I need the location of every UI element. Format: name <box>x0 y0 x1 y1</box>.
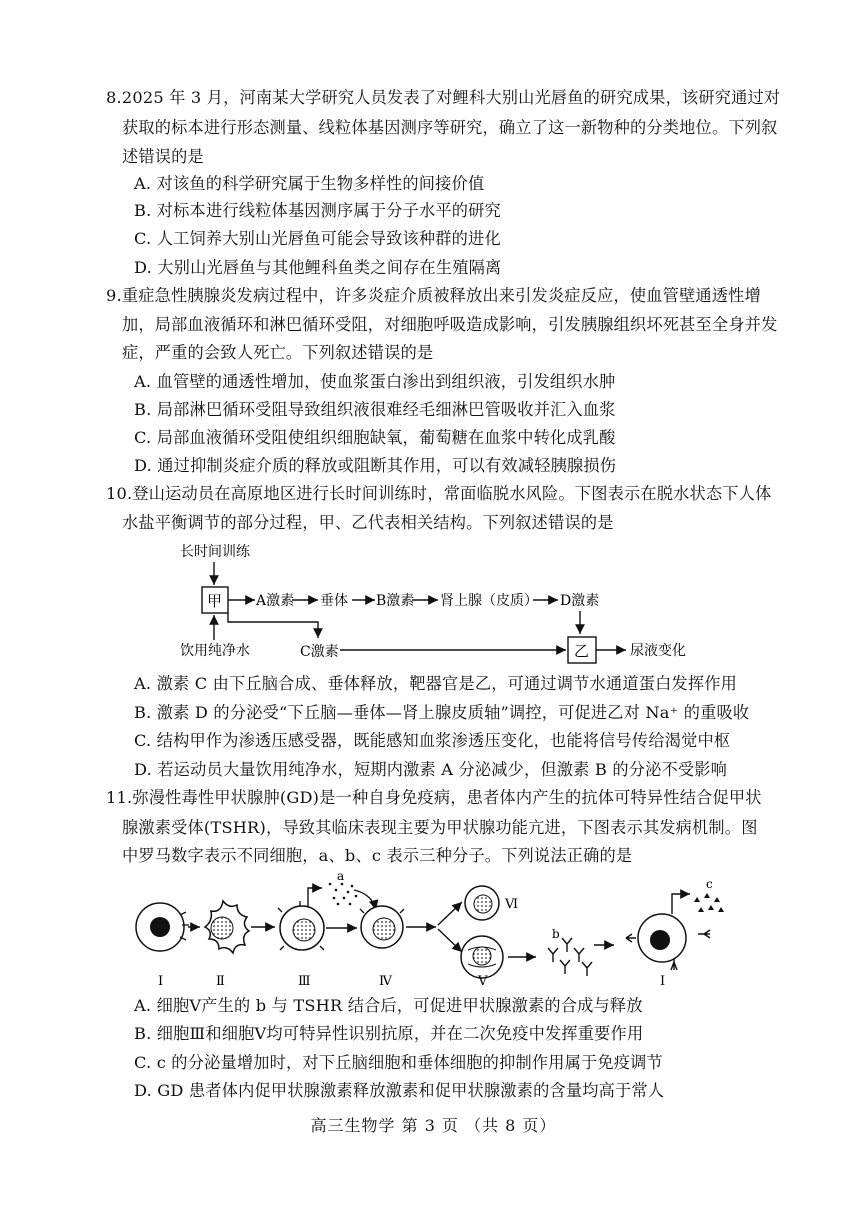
arrow-i-to-c <box>672 894 690 914</box>
q10-line-1: 10.登山运动员在高原地区进行长时间训练时，常面临脱水风险。下图表示在脱水状态下人体 <box>106 484 772 503</box>
cell-vi-label: Ⅵ <box>505 897 519 912</box>
q8-line-2: 获取的标本进行形态测量、线粒体基因测序等研究，确立了这一新物种的分类地位。下列叙 <box>122 118 778 137</box>
pituitary-label: 垂体 <box>320 593 348 609</box>
cell-vi <box>465 886 499 920</box>
hormone-a-label: A激素 <box>256 593 295 609</box>
q8-option-a: A. 对该鱼的科学研究属于生物多样性的间接价值 <box>134 174 485 193</box>
q10-option-d: D. 若运动员大量饮用纯净水，短期内激素 A 分泌减少，但激素 B 的分泌不受影响 <box>134 760 728 779</box>
molecule-c-triangles <box>694 893 724 912</box>
cell-ii <box>205 901 249 953</box>
label-cell-i-right: Ⅰ <box>660 974 666 989</box>
page-footer: 高三生物学 第 3 页 （共 8 页） <box>310 1116 557 1135</box>
q9-line-1: 9.重症急性胰腺炎发病过程中，许多炎症介质被释放出来引发炎症反应，使血管壁通透性增 <box>106 286 761 305</box>
label-cell-iii: Ⅲ <box>298 974 311 989</box>
q9-option-d: D. 通过抑制炎症介质的释放或阻断其作用，可以有效减轻胰腺损伤 <box>134 456 617 475</box>
jia-label: 甲 <box>207 592 223 610</box>
label-cell-v: Ⅴ <box>478 974 488 989</box>
hormone-b-label: B激素 <box>376 593 415 609</box>
water-label: 饮用纯净水 <box>180 643 250 659</box>
q8-option-c: C. 人工饲养大别山光唇鱼可能会导致该种群的进化 <box>134 229 501 248</box>
hormone-c-label: C激素 <box>300 644 339 660</box>
cell-i-left <box>136 903 189 951</box>
q11-option-a: A. 细胞Ⅴ产生的 b 与 TSHR 结合后，可促进甲状腺激素的合成与释放 <box>134 996 643 1015</box>
label-cell-iv: Ⅳ <box>379 974 392 989</box>
q9-option-a: A. 血管壁的通透性增加，使血浆蛋白渗出到组织液，引发组织水肿 <box>134 372 616 391</box>
q8-line-3: 述错误的是 <box>122 147 204 166</box>
cell-iv <box>360 906 404 948</box>
q9-option-c: C. 局部血液循环受阻使组织细胞缺氧，葡萄糖在血浆中转化成乳酸 <box>134 428 616 447</box>
q11-option-d: D. GD 患者体内促甲状腺激素释放激素和促甲状腺激素的含量均高于常人 <box>134 1081 665 1100</box>
q11-line-3: 中罗马数字表示不同细胞，a、b、c 表示三种分子。下列说法正确的是 <box>122 846 633 865</box>
molecule-a-dots <box>329 883 358 906</box>
cell-i-right <box>626 914 710 970</box>
q9-option-b: B. 局部淋巴循环受阻导致组织液很难经毛细淋巴管吸收并汇入血浆 <box>134 400 616 419</box>
q9-line-2: 加，局部血液循环和淋巴循环受阻，对细胞呼吸造成影响，引发胰腺组织坏死甚至全身并发 <box>122 315 778 334</box>
diagram-training-label: 长时间训练 <box>180 544 250 560</box>
urine-label: 尿液变化 <box>630 643 686 659</box>
label-cell-ii: Ⅱ <box>216 974 225 989</box>
q11-option-b: B. 细胞Ⅲ和细胞Ⅴ均可特异性识别抗原，并在二次免疫中发挥重要作用 <box>134 1024 644 1043</box>
q11-line-1: 11.弥漫性毒性甲状腺肿(GD)是一种自身免疫病，患者体内产生的抗体可特异性结合促甲状 <box>106 788 762 807</box>
yi-label: 乙 <box>574 642 590 660</box>
q10-option-b: B. 激素 D 的分泌受“下丘脑—垂体—肾上腺皮质轴”调控，可促进乙对 Na⁺ 的重吸收 <box>134 703 750 722</box>
hormone-d-label: D激素 <box>560 593 600 609</box>
cell-iii <box>278 901 324 950</box>
q11-line-2: 腺激素受体(TSHR)，导致其临床表现主要为甲状腺功能亢进，下图表示其发病机制。图 <box>122 818 758 837</box>
q10-option-a: A. 激素 C 由下丘脑合成、垂体释放，靶器官是乙，可通过调节水通道蛋白发挥作用 <box>134 674 738 693</box>
q8-line-1: 8.2025 年 3 月，河南某大学研究人员发表了对鲤科大别山光唇鱼的研究成果，该研究通过对 <box>106 88 781 107</box>
arrow-to-v <box>438 929 462 952</box>
q8-option-b: B. 对标本进行线粒体基因测序属于分子水平的研究 <box>134 201 501 220</box>
molecule-a-label: a <box>337 869 345 883</box>
arrow-to-vi <box>438 902 462 925</box>
adrenal-label: 肾上腺（皮质） <box>440 593 538 609</box>
cell-v <box>461 936 503 978</box>
arrow-a-to-iv <box>354 890 376 910</box>
q10-option-c: C. 结构甲作为渗透压感受器，既能感知血浆渗透压变化，也能将信号传给渴觉中枢 <box>134 731 731 750</box>
q11-option-c: C. c 的分泌量增加时，对下丘脑细胞和垂体细胞的抑制作用属于免疫调节 <box>134 1053 663 1072</box>
label-cell-i-left: Ⅰ <box>158 974 164 989</box>
molecule-c-label: c <box>706 877 713 891</box>
antibody-b-group <box>548 938 592 976</box>
q9-line-3: 症，严重的会致人死亡。下列叙述错误的是 <box>122 343 434 362</box>
molecule-b-label: b <box>552 927 560 941</box>
q8-option-d: D. 大别山光唇鱼与其他鲤科鱼类之间存在生殖隔离 <box>134 258 502 277</box>
arrow-iii-to-a <box>308 888 322 906</box>
q10-line-2: 水盐平衡调节的部分过程，甲、乙代表相关结构。下列叙述错误的是 <box>122 513 614 532</box>
